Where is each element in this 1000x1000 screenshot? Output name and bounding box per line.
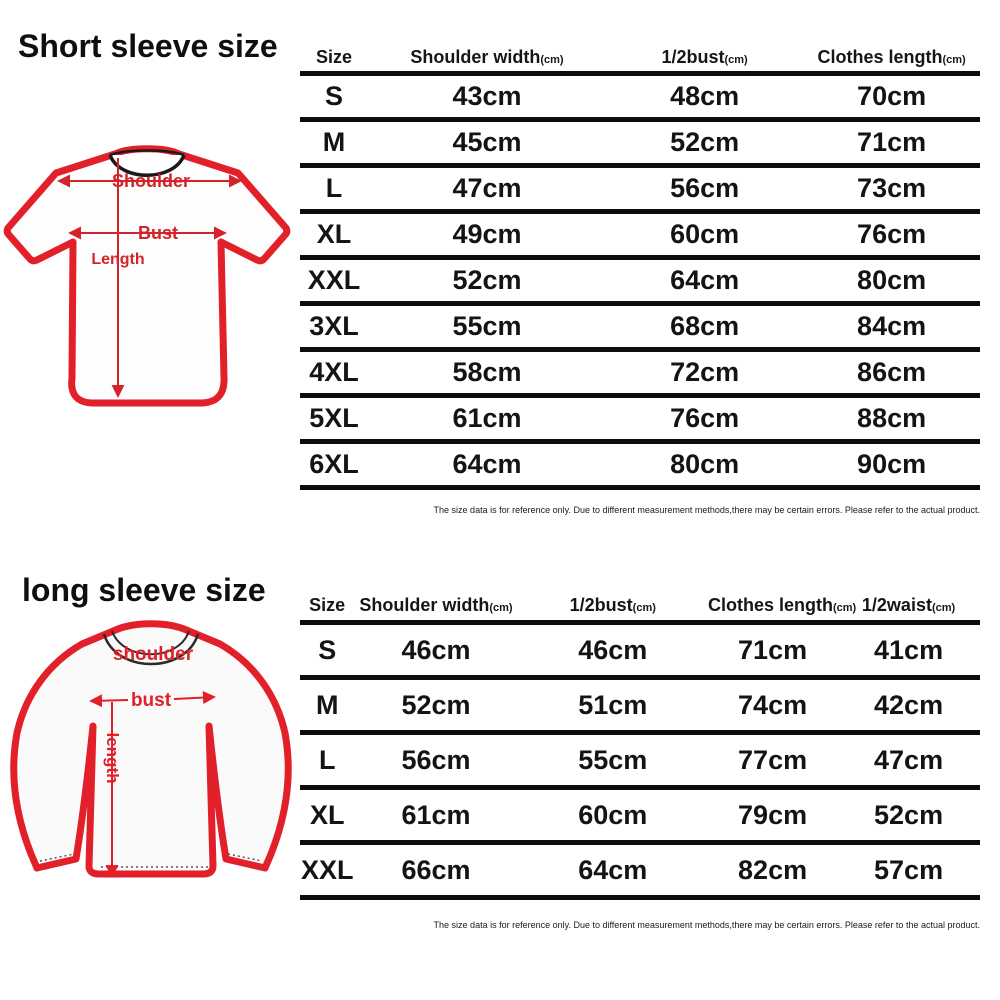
measurement-cell: 46cm — [401, 634, 471, 665]
size-label-cell: XXL — [307, 265, 361, 295]
column-header — [300, 595, 354, 616]
size-label-cell: XL — [309, 799, 345, 830]
measurement-cell: 52cm — [670, 127, 740, 157]
size-row — [300, 255, 980, 301]
measurement-cell: 80cm — [670, 449, 740, 479]
measurement-cell: 41cm — [874, 634, 944, 665]
size-label-cell: S — [318, 634, 337, 665]
length-label: Length — [91, 251, 145, 268]
long-sleeve-title: long sleeve size — [22, 572, 266, 608]
column-header-label: Size — [315, 47, 353, 67]
measurement-cell: 82cm — [738, 854, 808, 885]
column-header — [606, 47, 803, 68]
size-label-cell: 3XL — [309, 311, 359, 341]
measurement-cell: 64cm — [452, 449, 522, 479]
column-header-unit: (cm) — [942, 54, 966, 66]
column-header-label: 1/2bust — [569, 595, 633, 615]
column-header — [300, 47, 368, 68]
size-label-cell: XL — [316, 219, 352, 249]
column-header-unit: (cm) — [632, 602, 656, 614]
bust-label: bust — [130, 690, 172, 711]
column-header-unit: (cm) — [832, 602, 857, 614]
measurement-cell: 64cm — [578, 854, 648, 885]
measurement-cell: 60cm — [578, 799, 648, 830]
shoulder-label: Shoulder — [111, 171, 191, 191]
long-sleeve-diagram — [6, 618, 296, 908]
measurement-cell: 55cm — [578, 744, 648, 775]
short-sleeve-disclaimer: The size data is for reference only. Due to different measurement methods,there may be certain errors. Please refer to the actual product. — [433, 505, 980, 515]
long-sleeve-size-table — [300, 580, 980, 900]
measurement-cell: 49cm — [452, 219, 522, 249]
size-label-cell: S — [324, 81, 343, 111]
size-label-cell: 6XL — [309, 449, 359, 479]
size-label-cell: L — [325, 173, 343, 203]
column-header — [518, 595, 708, 616]
measurement-cell: 52cm — [452, 265, 522, 295]
size-label-cell: M — [315, 689, 339, 720]
column-header-unit: (cm) — [540, 54, 564, 66]
size-row — [300, 117, 980, 163]
size-row — [300, 163, 980, 209]
column-header — [837, 595, 980, 616]
column-header — [354, 595, 517, 616]
measurement-cell: 79cm — [738, 799, 808, 830]
measurement-cell: 56cm — [401, 744, 471, 775]
measurement-cell: 84cm — [857, 311, 927, 341]
size-label-cell: 4XL — [309, 357, 359, 387]
measurement-cell: 88cm — [857, 403, 927, 433]
column-header-label: Size — [309, 595, 346, 615]
measurement-cell: 76cm — [670, 403, 740, 433]
measurement-cell: 72cm — [670, 357, 740, 387]
column-header-unit: (cm) — [724, 54, 748, 66]
measurement-cell: 90cm — [857, 449, 927, 479]
measurement-cell: 58cm — [452, 357, 522, 387]
measurement-cell: 61cm — [452, 403, 522, 433]
size-label-cell: XXL — [300, 854, 354, 885]
column-header-unit: (cm) — [489, 602, 513, 614]
measurement-cell: 66cm — [401, 854, 471, 885]
measurement-cell: 71cm — [738, 634, 808, 665]
measurement-cell: 77cm — [738, 744, 808, 775]
size-row — [300, 675, 980, 730]
measurement-cell: 61cm — [401, 799, 471, 830]
size-row — [300, 71, 980, 117]
measurement-cell: 73cm — [857, 173, 927, 203]
measurement-cell: 74cm — [738, 689, 808, 720]
bust-label: Bust — [138, 223, 178, 243]
long-sleeve-disclaimer: The size data is for reference only. Due to different measurement methods,there may be certain errors. Please refer to the actual product. — [433, 920, 980, 930]
short-sleeve-diagram — [2, 140, 292, 430]
measurement-cell: 43cm — [452, 81, 522, 111]
measurement-cell: 47cm — [874, 744, 944, 775]
size-label-cell: M — [322, 127, 346, 157]
size-row — [300, 347, 980, 393]
short-sleeve-tshirt-illustration — [2, 140, 292, 430]
measurement-cell: 86cm — [857, 357, 927, 387]
column-header-label: 1/2waist — [861, 595, 932, 615]
size-row — [300, 393, 980, 439]
measurement-cell: 68cm — [670, 311, 740, 341]
column-header — [368, 47, 606, 68]
column-header — [803, 47, 980, 68]
size-row — [300, 785, 980, 840]
measurement-cell: 57cm — [874, 854, 944, 885]
column-header-label: Shoulder width — [359, 595, 490, 615]
measurement-cell: 80cm — [857, 265, 927, 295]
measurement-cell: 56cm — [670, 173, 740, 203]
size-row — [300, 730, 980, 785]
size-label-cell: 5XL — [309, 403, 359, 433]
measurement-cell: 60cm — [670, 219, 740, 249]
length-label: length — [103, 732, 122, 784]
measurement-cell: 47cm — [452, 173, 522, 203]
column-header-label: Clothes length — [817, 47, 943, 67]
measurement-cell: 52cm — [874, 799, 944, 830]
short-sleeve-title: Short sleeve size — [18, 28, 278, 64]
size-row — [300, 439, 980, 490]
measurement-cell: 70cm — [857, 81, 927, 111]
measurement-cell: 76cm — [857, 219, 927, 249]
column-header-unit: (cm) — [931, 602, 956, 614]
column-header-label: 1/2bust — [661, 47, 725, 67]
column-header-label: Clothes length — [707, 595, 833, 615]
measurement-cell: 55cm — [452, 311, 522, 341]
measurement-cell: 46cm — [578, 634, 648, 665]
short-sleeve-size-table — [300, 38, 980, 490]
size-row — [300, 620, 980, 675]
measurement-cell: 48cm — [670, 81, 740, 111]
measurement-cell: 64cm — [670, 265, 740, 295]
long-sleeve-shirt-illustration — [6, 618, 296, 908]
table-header-row — [300, 580, 980, 620]
shoulder-label: shoulder — [112, 644, 194, 665]
column-header — [707, 595, 857, 616]
size-row — [300, 209, 980, 255]
measurement-cell: 45cm — [452, 127, 522, 157]
measurement-cell: 42cm — [874, 689, 944, 720]
measurement-cell: 71cm — [857, 127, 927, 157]
measurement-cell: 51cm — [578, 689, 648, 720]
column-header-label: Shoulder width — [410, 47, 541, 67]
table-header-row — [300, 38, 980, 71]
size-row — [300, 301, 980, 347]
size-label-cell: L — [318, 744, 336, 775]
size-row — [300, 840, 980, 900]
measurement-cell: 52cm — [401, 689, 471, 720]
bust-measure-line-left — [91, 700, 128, 701]
